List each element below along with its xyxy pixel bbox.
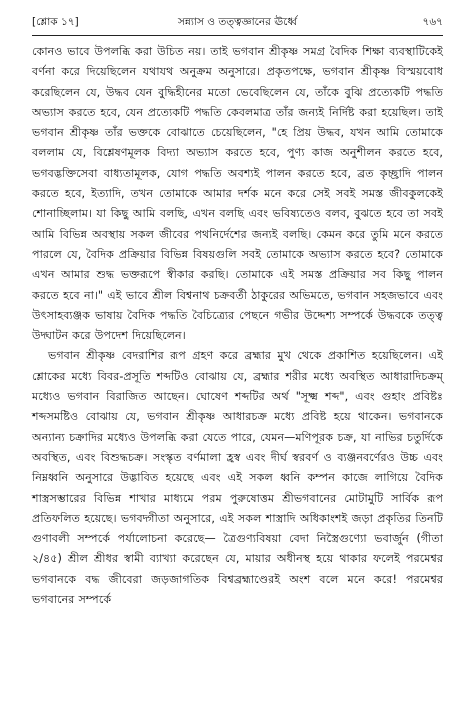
paragraph-1: কোনও ভাবে উপলব্ধি করা উচিত নয়। তাই ভগবান শ্রীকৃষ্ণ সমগ্র বৈদিক শিক্ষা ব্যবস্থাটিকেই বর্ণনা করে দিয়েছিলেন যথাযথ অনুক্রম অনুসারে। প্রকৃতপক্ষে, ভগবান শ্রীকৃষ্ণ বিস্ময়বোধ করেছিলেন যে, উদ্ধব যেন বুদ্ধিহীনের মতো ভেবেছিলেন যে, তাঁকে বুঝি প্রত্যেকটি পদ্ধতি অভ্যাস করতে হবে, যেন প্রত্যেকটি পদ্ধতি কেবলমাত্র তাঁর জন্যই নির্দিষ্ট করা হয়েছিল। তাই ভগবান শ্রীকৃষ্ণ তাঁর ভক্তকে বোঝাতে চেয়েছিলেন, "হে প্রিয় উদ্ধব, যখন আমি তোমাকে বললাম যে, বিশ্লেষণমূলক বিদ্যা অভ্যাস করতে হবে, পুণ্য কাজ অনুশীলন করতে হবে, ভগবদ্ভক্তিসেবা বাধ্যতামূলক, যোগ পদ্ধতি অবশ্যই পালন করতে হবে, ব্রত কৃচ্ছ্রাদি পালন করতে হবে, ইত্যাদি, তখন তোমাকে আমার দর্শক মনে করে সেই সবই সমস্ত জীবকুলকেই শোনাচ্ছিলাম। যা কিছু আমি বলছি, এখন বলছি এবং ভবিষ্যতেও বলব, বুঝতে হবে তা সবই আমি বিভিন্ন অবস্থায় সকল জীবের পথনির্দেশের জন্যই বলছি। কেমন করে তুমি মনে করতে পারলে যে, বৈদিক প্রক্রিয়ার বিভিন্ন বিষয়গুলি সবই তোমাকে অভ্যাস করতে হবে? তোমাকে এখন আমার শুদ্ধ ভক্তরূপে স্বীকার করছি। তোমাকে এই সমস্ত প্রক্রিয়ার সব কিছু পালন করতে হবে না।" এই ভাবে শ্রীল বিশ্বনাথ চক্রবর্তী ঠাকুরের অভিমতে, ভগবান সহজভাবে এবং উৎসাহব্যঞ্জক ভাষায় বৈদিক পদ্ধতি বৈচিত্র্যের পেছনে গভীর উদ্দেশ্য সম্পর্কে উদ্ধবকে তত্ত্ব উদ্ঘাটন করে উপদেশ দিয়েছিলেন। [32,45,443,343]
page-number: ৭৬৭ [422,16,443,28]
paragraph-2: ভগবান শ্রীকৃষ্ণ বেদরাশির রূপ গ্রহণ করে ব্রহ্মার মুখ থেকে প্রকাশিত হয়েছিলেন। এই শ্লোকের মধ্যে বিবর-প্রসূতি শব্দটিও বোঝায় যে, ব্রহ্মার শরীর মধ্যে অবস্থিত আধারাদিচক্রম্ মধ্যেও ভগবান বিরাজিত আছেন। ঘোষেণ শব্দটির অর্থ "সূক্ষ্ম শব্দ", এবং গুহাং প্রবিষ্টঃ শব্দসমষ্টিও বোঝায় যে, ভগবান শ্রীকৃষ্ণ আধারচক্র মধ্যে প্রবিষ্ট হয়ে থাকেন। ভগবানকে অন্যান্য চক্রাদির মধ্যেও উপলব্ধি করা যেতে পারে, যেমন—মণিপূরক চক্র, যা নাভির চতুর্দিকে অবস্থিত, এবং বিশুদ্ধচক্র। সংস্কৃত বর্ণমালা হ্রস্ব এবং দীর্ঘ স্বরবর্ণ ও ব্যঞ্জনবর্ণেরও উচ্চ এবং নিম্নধ্বনি অনুসারে উদ্ভাবিত হয়েছে এবং এই সকল ধ্বনি কম্পন কাজে লাগিয়ে বৈদিক শাস্ত্রসম্ভারের বিভিন্ন শাখার মাধ্যমে পরম পুরুষোত্তম শ্রীভগবানের মোটামুটি সার্বিক রূপ প্রতিফলিত হয়েছে। ভগবদ্গীতা অনুসারে, এই সকল শাস্ত্রাদি অধিকাংশই জড়া প্রকৃতির তিনটি গুণাবলী সম্পর্কে পর্যালোচনা করেছে— ত্রৈগুণ্যবিষয়া বেদা নিস্ত্রৈগুণ্যো ভবার্জুন (গীতা ২/৪৫) শ্রীল শ্রীধর স্বামী ব্যাখ্যা করেছেন যে, মায়ার অধীনস্থ হয়ে থাকার ফলেই পরমেশ্বর ভগবানকে বদ্ধ জীবেরা জড়জাগতিক বিশ্বব্রহ্মাণ্ডেরই অংশ বলে মনে করে! পরমেশ্বর ভগবানের সম্পর্কে [32,349,443,607]
running-header [32,12,443,32]
body-text [32,42,443,610]
chapter-title: সন্ন্যাস ও তত্ত্বজ্ঞানের ঊর্ধ্বে [177,16,298,28]
header-divider [32,35,443,36]
verse-reference: [শ্লোক ১৭] [32,16,79,28]
